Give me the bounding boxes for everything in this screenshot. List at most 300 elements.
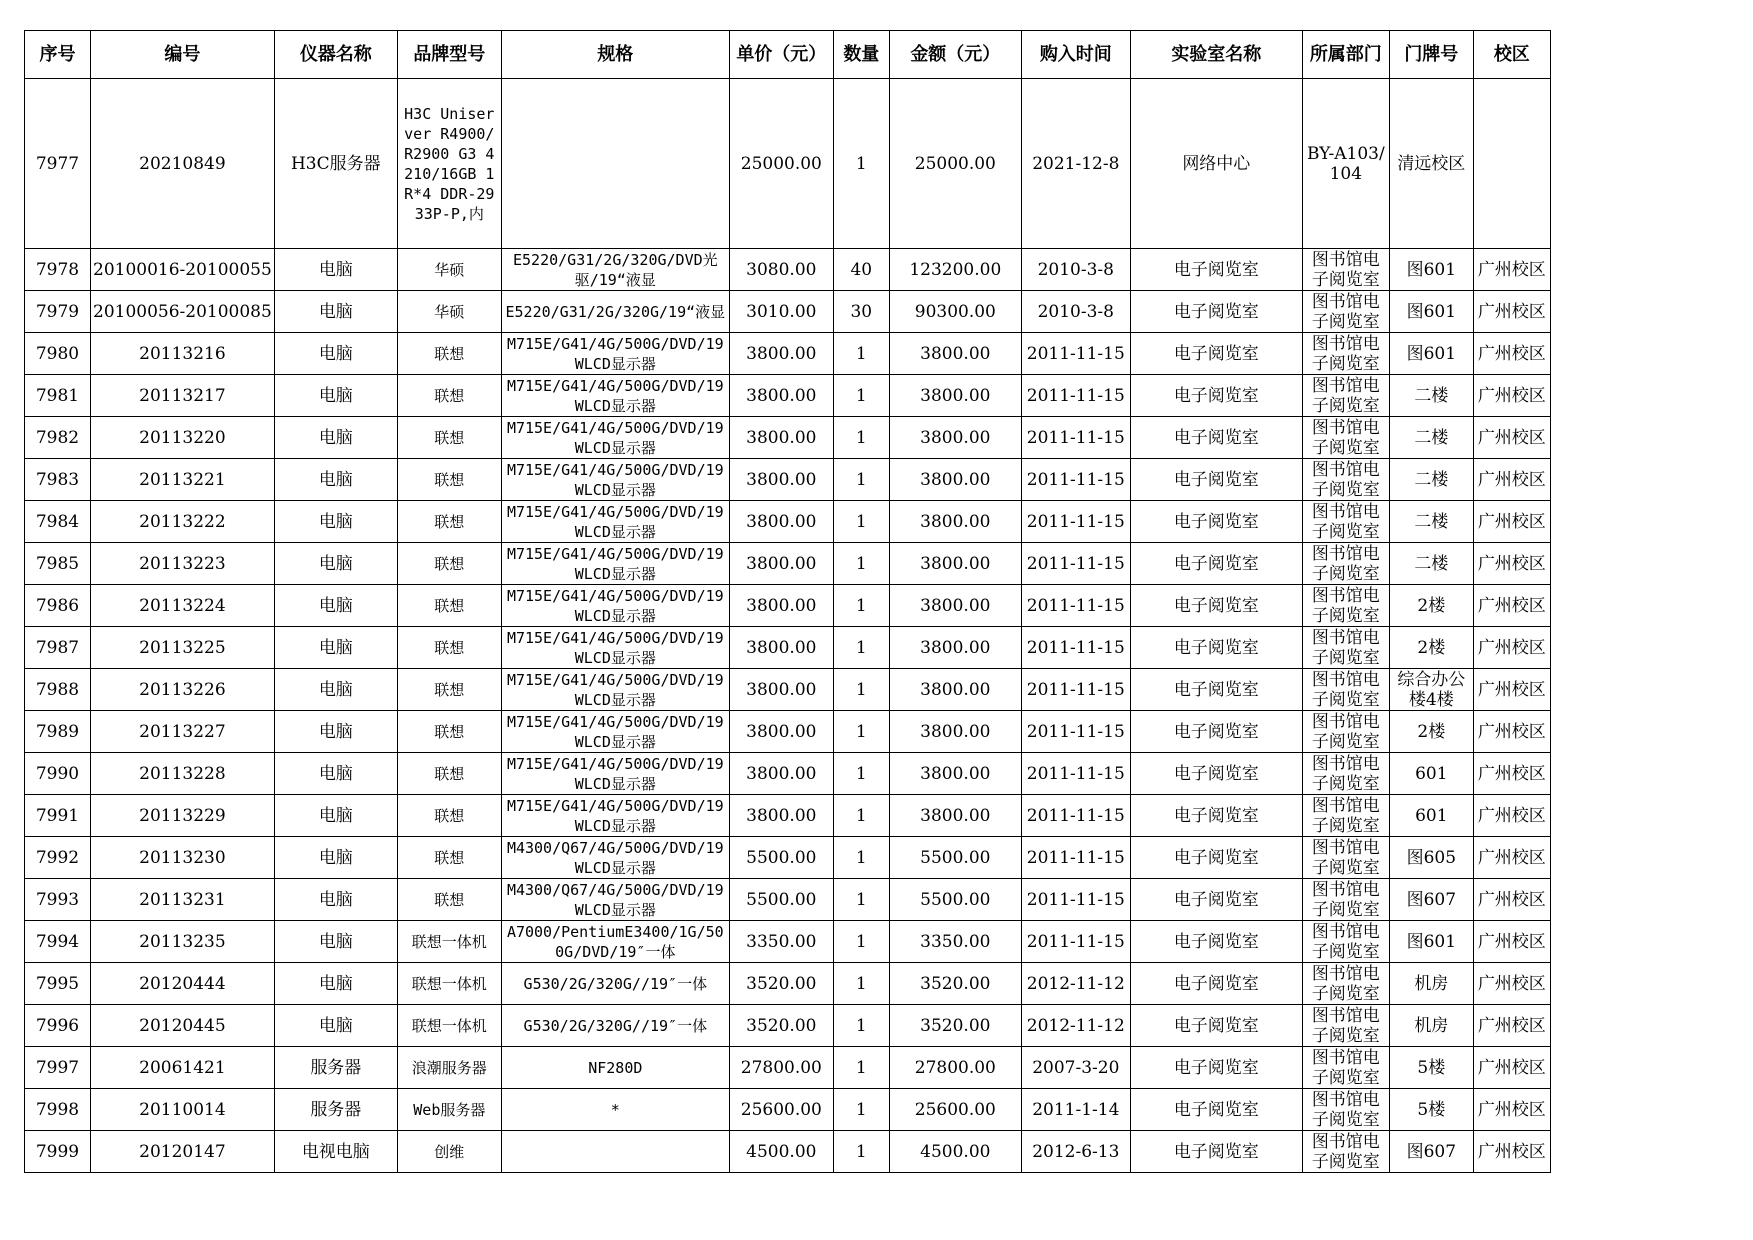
cell-price (729, 1089, 833, 1131)
cell-campus (1473, 1089, 1550, 1131)
cell-dept-text: 图书馆电子阅览室 (1311, 795, 1380, 836)
cell-room (1389, 333, 1473, 375)
cell-dept-text: 图书馆电子阅览室 (1311, 627, 1380, 668)
cell-room (1389, 585, 1473, 627)
cell-brand (397, 417, 501, 459)
cell-code-text: 20113228 (139, 763, 226, 784)
cell-dept-text: 图书馆电子阅览室 (1311, 459, 1380, 500)
cell-seq-text: 7989 (35, 721, 80, 742)
cell-spec-text: E5220/G31/2G/320G/DVD光驱/19“液显 (512, 250, 718, 289)
equipment-table (24, 30, 1551, 1173)
table-row (25, 1047, 1551, 1089)
cell-lab-text: 电子阅览室 (1173, 763, 1259, 784)
cell-spec-text: NF280D (588, 1058, 643, 1077)
cell-dept (1302, 963, 1389, 1005)
cell-price (729, 375, 833, 417)
cell-name-text: 电脑 (318, 721, 353, 742)
cell-seq (25, 753, 91, 795)
cell-date-text: 2011-11-15 (1026, 721, 1125, 742)
cell-price (729, 501, 833, 543)
cell-room (1389, 837, 1473, 879)
cell-dept (1302, 921, 1389, 963)
cell-qty-text: 1 (855, 1057, 867, 1078)
cell-room-text: 2楼 (1417, 721, 1446, 742)
cell-spec-text: G530/2G/320G//19″一体 (523, 974, 708, 993)
cell-code (91, 879, 275, 921)
cell-code-text: 20113222 (139, 511, 226, 532)
cell-room-text: 图607 (1406, 1141, 1457, 1162)
cell-price-text: 3350.00 (746, 931, 817, 952)
cell-campus (1473, 669, 1550, 711)
cell-spec (501, 1005, 729, 1047)
cell-seq (25, 921, 91, 963)
table-row (25, 627, 1551, 669)
cell-name-text: 电脑 (318, 931, 353, 952)
cell-seq-text: 7995 (35, 973, 80, 994)
cell-room-text: 机房 (1414, 1015, 1449, 1036)
cell-seq-text: 7992 (35, 847, 80, 868)
cell-amount (889, 627, 1021, 669)
cell-dept (1302, 627, 1389, 669)
cell-qty (833, 711, 889, 753)
table-row (25, 921, 1551, 963)
cell-seq-text: 7987 (35, 637, 80, 658)
table-row (25, 1005, 1551, 1047)
cell-spec-text: M715E/G41/4G/500G/DVD/19WLCD显示器 (506, 544, 724, 583)
cell-date-text: 2021-12-8 (1032, 153, 1120, 174)
cell-code-text: 20113217 (139, 385, 226, 406)
cell-date-text: 2011-11-15 (1026, 679, 1125, 700)
cell-room (1389, 501, 1473, 543)
cell-name (274, 543, 397, 585)
cell-campus-text: 广州校区 (1477, 301, 1546, 322)
cell-lab-text: 电子阅览室 (1173, 259, 1259, 280)
cell-code-text: 20210849 (139, 153, 226, 174)
cell-spec (501, 879, 729, 921)
table-row (25, 753, 1551, 795)
cell-room (1389, 1047, 1473, 1089)
cell-brand-text: 联想 (434, 806, 465, 825)
cell-price-text: 3800.00 (746, 763, 817, 784)
cell-spec-text: M715E/G41/4G/500G/DVD/19WLCD显示器 (506, 418, 724, 457)
cell-date-text: 2007-3-20 (1032, 1057, 1120, 1078)
cell-date-text: 2011-11-15 (1026, 847, 1125, 868)
cell-name-text: 电脑 (318, 847, 353, 868)
cell-campus-text: 广州校区 (1477, 259, 1546, 280)
cell-qty (833, 1089, 889, 1131)
header-room: 门牌号 (1389, 31, 1473, 79)
cell-spec-text: M715E/G41/4G/500G/DVD/19WLCD显示器 (506, 460, 724, 499)
cell-dept (1302, 795, 1389, 837)
cell-seq (25, 79, 91, 249)
cell-price (729, 837, 833, 879)
cell-qty-text: 40 (850, 259, 873, 280)
cell-dept (1302, 79, 1389, 249)
cell-price (729, 669, 833, 711)
cell-amount-text: 3800.00 (920, 637, 991, 658)
cell-dept (1302, 1089, 1389, 1131)
cell-name (274, 585, 397, 627)
cell-campus (1473, 711, 1550, 753)
cell-name (274, 1131, 397, 1173)
cell-amount-text: 123200.00 (909, 259, 1002, 280)
cell-amount-text: 3520.00 (920, 1015, 991, 1036)
cell-campus (1473, 585, 1550, 627)
cell-spec (501, 79, 729, 249)
cell-date-text: 2011-11-15 (1026, 637, 1125, 658)
cell-room-text: 清远校区 (1397, 153, 1466, 174)
cell-lab (1130, 879, 1302, 921)
cell-date (1021, 291, 1130, 333)
cell-seq-text: 7997 (35, 1057, 80, 1078)
cell-lab (1130, 1089, 1302, 1131)
cell-seq (25, 459, 91, 501)
cell-name (274, 417, 397, 459)
cell-room-text: 601 (1415, 805, 1448, 826)
cell-room (1389, 543, 1473, 585)
cell-amount (889, 333, 1021, 375)
cell-room-text: 601 (1415, 763, 1448, 784)
cell-lab-text: 电子阅览室 (1173, 847, 1259, 868)
cell-seq (25, 501, 91, 543)
cell-room (1389, 79, 1473, 249)
table-row (25, 501, 1551, 543)
cell-amount-text: 3800.00 (920, 763, 991, 784)
cell-spec-text: M715E/G41/4G/500G/DVD/19WLCD显示器 (506, 754, 724, 793)
cell-price (729, 795, 833, 837)
cell-lab (1130, 795, 1302, 837)
cell-code (91, 837, 275, 879)
header-lab: 实验室名称 (1130, 31, 1302, 79)
cell-seq (25, 795, 91, 837)
cell-qty-text: 1 (855, 679, 867, 700)
cell-date-text: 2011-11-15 (1026, 511, 1125, 532)
cell-date-text: 2011-11-15 (1026, 385, 1125, 406)
cell-seq-text: 7979 (35, 301, 80, 322)
cell-brand-text: 联想 (434, 470, 465, 489)
cell-seq (25, 963, 91, 1005)
cell-price (729, 627, 833, 669)
cell-name-text: 电脑 (318, 763, 353, 784)
cell-seq-text: 7980 (35, 343, 80, 364)
cell-spec (501, 795, 729, 837)
cell-name-text: 服务器 (310, 1057, 362, 1078)
cell-date (1021, 333, 1130, 375)
cell-campus-text: 广州校区 (1477, 511, 1546, 532)
cell-brand (397, 837, 501, 879)
cell-price-text: 3800.00 (746, 553, 817, 574)
cell-price-text: 3010.00 (746, 301, 817, 322)
cell-price (729, 333, 833, 375)
cell-amount-text: 3800.00 (920, 595, 991, 616)
cell-price (729, 585, 833, 627)
cell-brand-text: 华硕 (434, 302, 465, 321)
cell-seq-text: 7977 (35, 153, 80, 174)
header-campus: 校区 (1473, 31, 1550, 79)
cell-code (91, 795, 275, 837)
cell-seq (25, 333, 91, 375)
cell-qty (833, 585, 889, 627)
cell-lab (1130, 753, 1302, 795)
cell-price (729, 1131, 833, 1173)
header-brand: 品牌型号 (397, 31, 501, 79)
cell-campus (1473, 1131, 1550, 1173)
cell-campus (1473, 1005, 1550, 1047)
cell-brand-text: 联想 (434, 554, 465, 573)
cell-code (91, 291, 275, 333)
cell-qty-text: 1 (855, 763, 867, 784)
table-row (25, 291, 1551, 333)
cell-lab-text: 电子阅览室 (1173, 931, 1259, 952)
cell-amount-text: 3800.00 (920, 385, 991, 406)
cell-price-text: 3800.00 (746, 427, 817, 448)
cell-seq-text: 7998 (35, 1099, 80, 1120)
cell-date-text: 2011-11-15 (1026, 553, 1125, 574)
cell-room-text: 机房 (1414, 973, 1449, 994)
cell-campus-text: 广州校区 (1477, 679, 1546, 700)
cell-qty-text: 1 (855, 427, 867, 448)
cell-lab-text: 电子阅览室 (1173, 721, 1259, 742)
cell-brand (397, 1131, 501, 1173)
cell-lab (1130, 79, 1302, 249)
cell-price-text: 3800.00 (746, 511, 817, 532)
cell-code-text: 20113229 (139, 805, 226, 826)
cell-code-text: 20100056-20100085 (93, 301, 272, 322)
header-seq: 序号 (25, 31, 91, 79)
cell-date (1021, 249, 1130, 291)
table-row (25, 1131, 1551, 1173)
cell-qty (833, 837, 889, 879)
cell-seq (25, 375, 91, 417)
cell-lab (1130, 459, 1302, 501)
table-row (25, 711, 1551, 753)
cell-code (91, 627, 275, 669)
cell-qty-text: 1 (855, 1015, 867, 1036)
cell-campus-text: 广州校区 (1477, 721, 1546, 742)
cell-code-text: 20113224 (139, 595, 226, 616)
cell-code (91, 753, 275, 795)
cell-qty-text: 1 (855, 805, 867, 826)
cell-price (729, 963, 833, 1005)
cell-seq-text: 7986 (35, 595, 80, 616)
cell-room (1389, 711, 1473, 753)
cell-brand (397, 1089, 501, 1131)
cell-amount-text: 4500.00 (920, 1141, 991, 1162)
header-date: 购入时间 (1021, 31, 1130, 79)
cell-room-text: 图601 (1406, 301, 1457, 322)
cell-brand-text: H3C Uniserver R4900/R2900 G3 4210/16GB 1R*4 DDR-2933P-P,内 (404, 104, 495, 223)
cell-dept (1302, 375, 1389, 417)
cell-amount (889, 417, 1021, 459)
cell-spec-text: M715E/G41/4G/500G/DVD/19WLCD显示器 (506, 712, 724, 751)
cell-date (1021, 1131, 1130, 1173)
cell-date-text: 2012-11-12 (1026, 973, 1125, 994)
cell-amount (889, 963, 1021, 1005)
cell-dept (1302, 711, 1389, 753)
cell-price-text: 5500.00 (746, 847, 817, 868)
cell-dept-text: 图书馆电子阅览室 (1311, 1089, 1380, 1130)
header-code: 编号 (91, 31, 275, 79)
cell-code-text: 20120445 (139, 1015, 226, 1036)
cell-campus-text: 广州校区 (1477, 469, 1546, 490)
cell-name-text: 电脑 (318, 385, 353, 406)
cell-qty (833, 333, 889, 375)
cell-qty (833, 921, 889, 963)
cell-seq (25, 249, 91, 291)
cell-seq (25, 627, 91, 669)
cell-qty-text: 1 (855, 1099, 867, 1120)
cell-spec-text: M715E/G41/4G/500G/DVD/19WLCD显示器 (506, 670, 724, 709)
cell-room-text: 5楼 (1417, 1099, 1446, 1120)
cell-qty (833, 249, 889, 291)
cell-lab (1130, 333, 1302, 375)
cell-qty (833, 963, 889, 1005)
cell-campus-text: 广州校区 (1477, 1015, 1546, 1036)
cell-qty-text: 1 (855, 385, 867, 406)
cell-qty-text: 1 (855, 973, 867, 994)
cell-brand-text: 联想 (434, 764, 465, 783)
cell-spec (501, 669, 729, 711)
cell-amount (889, 291, 1021, 333)
header-qty: 数量 (833, 31, 889, 79)
cell-code (91, 459, 275, 501)
cell-seq (25, 543, 91, 585)
cell-room-text: 图607 (1406, 889, 1457, 910)
header-amount: 金额（元） (889, 31, 1021, 79)
cell-brand-text: 联想 (434, 596, 465, 615)
cell-date (1021, 837, 1130, 879)
cell-brand-text: 联想 (434, 680, 465, 699)
cell-price-text: 3520.00 (746, 1015, 817, 1036)
cell-date (1021, 795, 1130, 837)
cell-date (1021, 417, 1130, 459)
cell-price (729, 879, 833, 921)
cell-seq-text: 7982 (35, 427, 80, 448)
cell-room (1389, 879, 1473, 921)
cell-brand (397, 795, 501, 837)
cell-name (274, 711, 397, 753)
cell-campus-text: 广州校区 (1477, 1141, 1546, 1162)
cell-date (1021, 711, 1130, 753)
cell-seq (25, 585, 91, 627)
cell-amount (889, 79, 1021, 249)
cell-date (1021, 543, 1130, 585)
cell-qty (833, 1047, 889, 1089)
cell-qty-text: 30 (850, 301, 873, 322)
cell-room (1389, 459, 1473, 501)
cell-date (1021, 963, 1130, 1005)
cell-room-text: 图605 (1406, 847, 1457, 868)
table-row (25, 963, 1551, 1005)
cell-lab-text: 电子阅览室 (1173, 343, 1259, 364)
cell-amount-text: 25600.00 (914, 1099, 996, 1120)
cell-qty-text: 1 (855, 889, 867, 910)
cell-room-text: 综合办公楼4楼 (1397, 669, 1466, 710)
cell-seq (25, 879, 91, 921)
cell-dept-text: 图书馆电子阅览室 (1311, 921, 1380, 962)
cell-amount (889, 249, 1021, 291)
cell-date-text: 2012-11-12 (1026, 1015, 1125, 1036)
cell-brand (397, 249, 501, 291)
cell-spec (501, 1131, 729, 1173)
cell-brand-text: 联想一体机 (411, 932, 487, 951)
cell-price (729, 417, 833, 459)
cell-brand-text: Web服务器 (413, 1100, 486, 1119)
cell-qty (833, 501, 889, 543)
cell-code (91, 375, 275, 417)
cell-room-text: 图601 (1406, 343, 1457, 364)
cell-seq-text: 7991 (35, 805, 80, 826)
cell-spec (501, 921, 729, 963)
cell-dept (1302, 249, 1389, 291)
cell-date-text: 2011-11-15 (1026, 763, 1125, 784)
cell-code (91, 1089, 275, 1131)
cell-lab (1130, 837, 1302, 879)
cell-lab (1130, 585, 1302, 627)
cell-brand (397, 711, 501, 753)
cell-seq-text: 7994 (35, 931, 80, 952)
cell-seq (25, 1047, 91, 1089)
cell-name (274, 1047, 397, 1089)
cell-lab (1130, 669, 1302, 711)
cell-lab (1130, 543, 1302, 585)
cell-amount (889, 585, 1021, 627)
cell-lab-text: 电子阅览室 (1173, 1057, 1259, 1078)
cell-amount-text: 3350.00 (920, 931, 991, 952)
header-price: 单价（元） (729, 31, 833, 79)
cell-lab (1130, 921, 1302, 963)
cell-campus-text: 广州校区 (1477, 595, 1546, 616)
cell-amount-text: 3800.00 (920, 343, 991, 364)
cell-seq-text: 7981 (35, 385, 80, 406)
cell-name-text: 电脑 (318, 805, 353, 826)
cell-date (1021, 753, 1130, 795)
cell-name-text: 电脑 (318, 301, 353, 322)
cell-lab (1130, 963, 1302, 1005)
cell-campus-text: 广州校区 (1477, 847, 1546, 868)
table-row (25, 79, 1551, 249)
cell-code-text: 20113225 (139, 637, 226, 658)
cell-seq (25, 669, 91, 711)
cell-dept (1302, 333, 1389, 375)
cell-amount-text: 3800.00 (920, 553, 991, 574)
cell-brand (397, 79, 501, 249)
cell-room (1389, 669, 1473, 711)
cell-seq (25, 1131, 91, 1173)
cell-dept-text: 图书馆电子阅览室 (1311, 837, 1380, 878)
cell-lab (1130, 375, 1302, 417)
cell-seq (25, 291, 91, 333)
table-row (25, 837, 1551, 879)
cell-qty-text: 1 (855, 721, 867, 742)
cell-price (729, 711, 833, 753)
cell-brand (397, 753, 501, 795)
header-name: 仪器名称 (274, 31, 397, 79)
cell-name-text: 电视电脑 (301, 1141, 370, 1162)
cell-campus (1473, 417, 1550, 459)
cell-dept-text: BY-A103/104 (1306, 143, 1385, 184)
cell-campus (1473, 837, 1550, 879)
cell-date-text: 2011-11-15 (1026, 889, 1125, 910)
cell-qty-text: 1 (855, 847, 867, 868)
cell-spec-text: M715E/G41/4G/500G/DVD/19WLCD显示器 (506, 586, 724, 625)
cell-spec (501, 333, 729, 375)
cell-dept (1302, 837, 1389, 879)
cell-campus (1473, 459, 1550, 501)
cell-spec-text: A7000/PentiumE3400/1G/500G/DVD/19″一体 (506, 922, 724, 961)
cell-room-text: 图601 (1406, 259, 1457, 280)
cell-price-text: 25600.00 (740, 1099, 822, 1120)
